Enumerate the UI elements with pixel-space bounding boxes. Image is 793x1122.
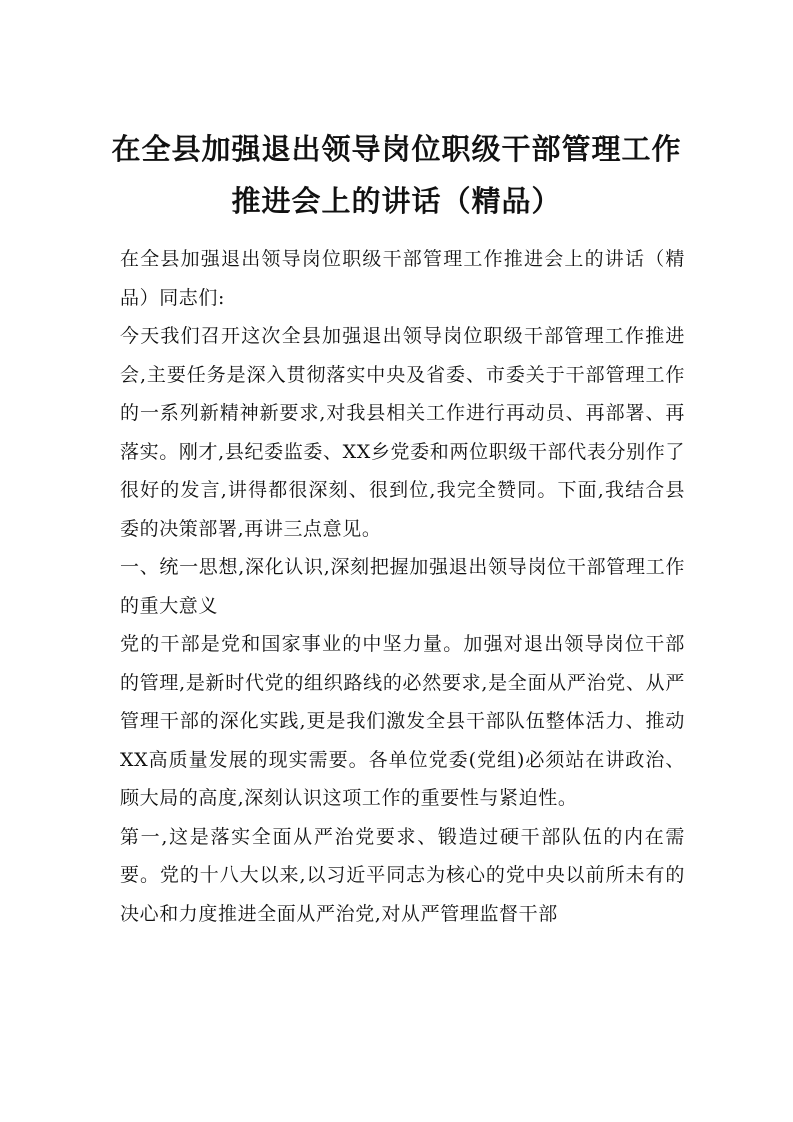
section-heading-1: 一、统一思想,深化认识,深刻把握加强退出领导岗位干部管理工作的重大意义	[120, 556, 685, 617]
paragraph-point-1: 第一,这是落实全面从严治党要求、锻造过硬干部队伍的内在需要。党的十八大以来,以习近平同志为核心的党中央以前所未有的决心和力度推进全面从严治党,对从严管理监督干部	[120, 825, 685, 925]
paragraph-salutation: 在全县加强退出领导岗位职级干部管理工作推进会上的讲话（精品）同志们:	[120, 248, 685, 309]
document-title: 在全县加强退出领导岗位职级干部管理工作推进会上的讲话（精品）	[111, 132, 682, 218]
paragraph-section-1-intro: 党的干部是党和国家事业的中坚力量。加强对退出领导岗位干部的管理,是新时代党的组织路线的必然要求,是全面从严治党、从严管理干部的深化实践,更是我们激发全县干部队伍整体活力、推动XX高质量发展的现实需要。各单位党委(党组)必须站在讲政治、顾大局的高度,深刻认识这项工作的重要性与紧迫性。	[120, 633, 685, 809]
document-body	[120, 240, 685, 933]
paragraph-opening: 今天我们召开这次全县加强退出领导岗位职级干部管理工作推进会,主要任务是深入贯彻落实中央及省委、市委关于干部管理工作的一系列新精神新要求,对我县相关工作进行再动员、再部署、再落实。刚才,县纪委监委、XX乡党委和两位职级干部代表分别作了很好的发言,讲得都很深刻、很到位,我完全赞同。下面,我结合县委的决策部署,再讲三点意见。	[120, 325, 685, 540]
